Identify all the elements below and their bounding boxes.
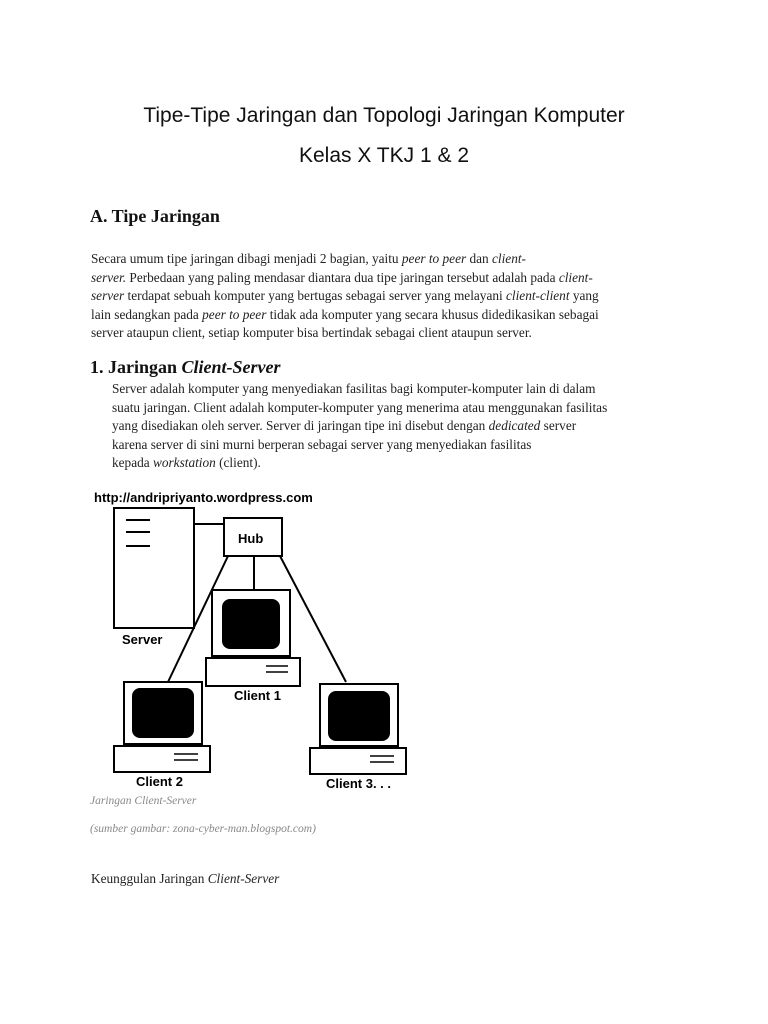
paragraph-line: server ataupun client, setiap komputer bisa bertindak sebagai client ataupun server. [91,325,532,340]
italic-term: server [91,288,125,303]
italic-term: workstation [152,455,216,470]
italic-term: client- [558,269,593,285]
server-tower-icon [114,508,194,628]
client-2-label: Client 2 [136,774,183,789]
client-3-computer-icon [310,684,406,774]
text-run: Perbedaan yang paling mendasar diantara dua tipe jaringan tersebut adalah pada [126,269,559,285]
text-run: (client). [215,455,261,470]
text-run: yang [569,288,599,303]
text-run: kepada [112,455,153,470]
document-subtitle: Kelas X TKJ 1 & 2 [298,144,470,167]
figure-caption: Jaringan Client-Server [90,795,197,807]
server-label: Server [122,632,163,647]
section-1-heading [90,357,281,378]
heading-italic: Client-Server [181,357,281,377]
paragraph-line: karena server di sini murni berperan sebagai server yang menyediakan fasilitas [112,436,532,452]
text-run: tidak ada komputer yang secara khusus didedikasikan sebagai [266,306,599,322]
paragraph-line [112,454,702,473]
text-run: yang disediakan oleh server. Server di jaringan tipe ini disebut dengan [112,418,489,433]
italic-term: server. [91,269,127,285]
client-3-label: Client 3. . . [326,776,392,791]
paragraph-line [91,250,681,269]
text-run: lain sedangkan pada [91,306,203,322]
figure-source: (sumber gambar: zona-cyber-man.blogspot.com) [90,823,316,835]
client-1-label: Client 1 [234,688,281,703]
client-server-diagram [88,486,420,792]
text-run: terdapat sebuah komputer yang bertugas sebagai server yang melayani [124,288,507,303]
text-run: server [540,418,577,433]
document-title: Tipe-Tipe Jaringan dan Topologi Jaringan Komputer [143,104,625,127]
client-1-computer-icon [206,590,300,686]
client-2-computer-icon [114,682,210,772]
watermark-url: http://andripriyanto.wordpress.com [94,490,313,505]
heading-prefix: 1. Jaringan [90,357,182,377]
italic-term: peer to peer [202,306,267,322]
italic-term: dedicated [488,418,541,433]
paragraph-line [112,417,702,436]
paragraph-line: Server adalah komputer yang menyediakan fasilitas bagi komputer-komputer lain di dalam [112,381,596,396]
section-a-paragraph [91,250,681,343]
keunggulan-heading [91,871,279,887]
paragraph-line [91,269,681,288]
hub-label: Hub [238,531,264,546]
italic-term: client-client [506,288,570,303]
paragraph-line [91,287,681,306]
italic-term: peer to peer [401,251,467,266]
text-run: Secara umum tipe jaringan dibagi menjadi 2 bagian, yaitu [91,251,402,266]
italic-term: Client-Server [207,871,280,886]
paragraph-line [91,306,681,325]
italic-term: client- [492,251,526,266]
paragraph-line: suatu jaringan. Client adalah komputer-komputer yang menerima atau menggunakan fasilitas [112,399,608,415]
section-1-paragraph [112,380,702,473]
text-run: Keunggulan Jaringan [91,871,208,886]
text-run: dan [466,251,493,266]
section-a-heading: A. Tipe Jaringan [90,206,220,226]
